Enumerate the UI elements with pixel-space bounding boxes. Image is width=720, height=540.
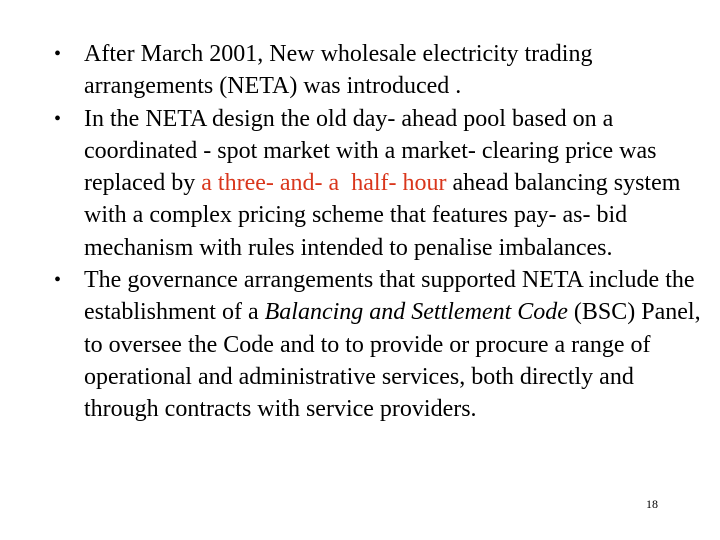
bullet-dot-icon: • bbox=[54, 107, 62, 130]
bullet-dot-icon: • bbox=[54, 43, 62, 65]
bullet-text-after: (BSC) Panel, to oversee the Code and to to provide or procure a range of operational and administrative services, both directly and through contracts with service providers. bbox=[84, 299, 701, 423]
highlighted-phrase: a three- and- a half- hour bbox=[201, 170, 447, 197]
page-number: 18 bbox=[646, 497, 658, 511]
slide-body bbox=[52, 38, 702, 426]
bullet-text: After March 2001, New wholesale electricity trading arrangements (NETA) was introduced . bbox=[84, 41, 593, 100]
bullet-governance bbox=[52, 264, 702, 425]
bullet-text-after: ahead balancing system with a complex pricing scheme that features pay- as- bid mechanism with rules intended to penalise imbalances. bbox=[84, 170, 681, 261]
bullet-neta-design bbox=[52, 103, 702, 264]
bullet-dot-icon: • bbox=[54, 269, 62, 292]
bullet-text-before: The governance arrangements that supported NETA include the establishment of a bbox=[84, 267, 695, 326]
bullet-neta-introduction bbox=[52, 38, 702, 103]
italic-code-name: Balancing and Settlement Code bbox=[264, 299, 568, 326]
bullet-text-before: In the NETA design the old day- ahead pool based on a coordinated - spot market with a market- clearing price was replaced by bbox=[84, 105, 657, 197]
